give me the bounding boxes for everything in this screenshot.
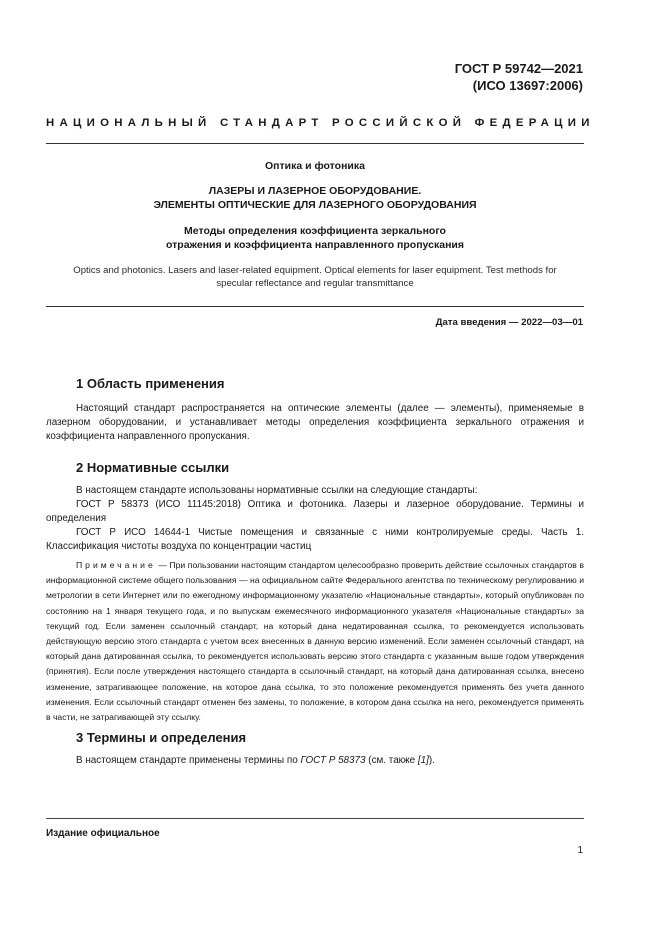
- page-number: 1: [577, 845, 583, 856]
- document-title-line1: ЛАЗЕРЫ И ЛАЗЕРНОЕ ОБОРУДОВАНИЕ.: [208, 185, 422, 197]
- document-subtitle-line1: Методы определения коэффициента зеркального: [184, 225, 446, 237]
- gost-reference-link: ГОСТ Р 58373: [300, 755, 366, 766]
- bibliography-reference: [1]: [417, 755, 429, 766]
- introduction-date: Дата введения — 2022—03—01: [435, 317, 583, 328]
- reference-note: [46, 558, 584, 725]
- header-divider: [46, 143, 584, 144]
- subject-area: Оптика и фотоника: [264, 160, 365, 172]
- section-2-intro: В настоящем стандарте использованы нормативные ссылки на следующие стандарты:: [76, 485, 478, 496]
- note-label: Примечание: [76, 560, 156, 570]
- national-standard-banner: НАЦИОНАЛЬНЫЙ СТАНДАРТ РОССИЙСКОЙ ФЕДЕРАЦИИ: [46, 117, 595, 129]
- section-2-heading: 2 Нормативные ссылки: [76, 460, 230, 475]
- english-title: [46, 264, 584, 290]
- section-3-text-middle: (см. также: [365, 755, 418, 766]
- section-3-text-after: ).: [428, 755, 435, 766]
- english-title-line2: specular reflectance and regular transmittance: [216, 278, 414, 289]
- official-edition-label: Издание официальное: [46, 828, 160, 839]
- document-title: [46, 184, 584, 212]
- document-subtitle: [46, 224, 584, 252]
- section-1-heading: 1 Область применения: [76, 376, 225, 391]
- document-title-line2: ЭЛЕМЕНТЫ ОПТИЧЕСКИЕ ДЛЯ ЛАЗЕРНОГО ОБОРУДОВАНИЯ: [153, 199, 477, 211]
- standard-code-block: [455, 60, 583, 94]
- note-text: — При пользовании настоящим стандартом целесообразно проверить действие ссылочных стандартов в информационной системе общего пользования — на официальном сайте Федерального агентства по техническому регулированию и метрологии в сети Интернет или по ежегодному информационному указателю «Национальные стандарты», который опубликован по состоянию на 1 января текущего года, и по выпускам ежемесячного информационного указателя «Национальные стандарты» за текущий год. Если заменен ссылочный стандарт, на который дана недатированная ссылка, то рекомендуется использовать действующую версию этого стандарта с учетом всех внесенных в данную версию изменений. Если заменен ссылочный стандарт, на который дана датированная ссылка, то рекомендуется использовать версию этого стандарта с указанным выше годом утверждения (принятия). Если после утверждения настоящего стандарта в ссылочный стандарт, на который дана датированная ссылка, внесено изменение, затрагивающее положение, на которое дана ссылка, то это положение рекомендуется применять без учета данного изменения. Если ссылочный стандарт отменен без замены, то положение, в котором дана ссылка на него, рекомендуется применять в части, не затрагивающей эту ссылку.: [46, 560, 584, 723]
- normative-reference-1: ГОСТ Р 58373 (ИСО 11145:2018) Оптика и фотоника. Лазеры и лазерное оборудование. Термины и определения: [46, 499, 584, 524]
- section-3-text-before: В настоящем стандарте применены термины по: [76, 755, 301, 766]
- footer-divider: [46, 818, 584, 819]
- normative-reference-2: ГОСТ Р ИСО 14644-1 Чистые помещения и связанные с ними контролируемые среды. Часть 1. Классификация чистоты воздуха по концентрации частиц: [46, 527, 584, 552]
- title-divider: [46, 306, 584, 307]
- standard-code: ГОСТ Р 59742—2021: [454, 61, 583, 76]
- section-3-heading: 3 Термины и определения: [76, 730, 247, 745]
- document-subtitle-line2: отражения и коэффициента направленного пропускания: [166, 239, 464, 251]
- english-title-line1: Optics and photonics. Lasers and laser-related equipment. Optical elements for laser equipment. Test methods for: [73, 265, 557, 276]
- iso-reference: (ИСО 13697:2006): [472, 78, 583, 93]
- section-1-text: Настоящий стандарт распространяется на оптические элементы (далее — элементы), применяемые в лазерном оборудовании, и устанавливает методы определения коэффициента зеркального отражения и коэффициента направленного пропускания.: [46, 403, 584, 442]
- section-3-text: [46, 754, 584, 768]
